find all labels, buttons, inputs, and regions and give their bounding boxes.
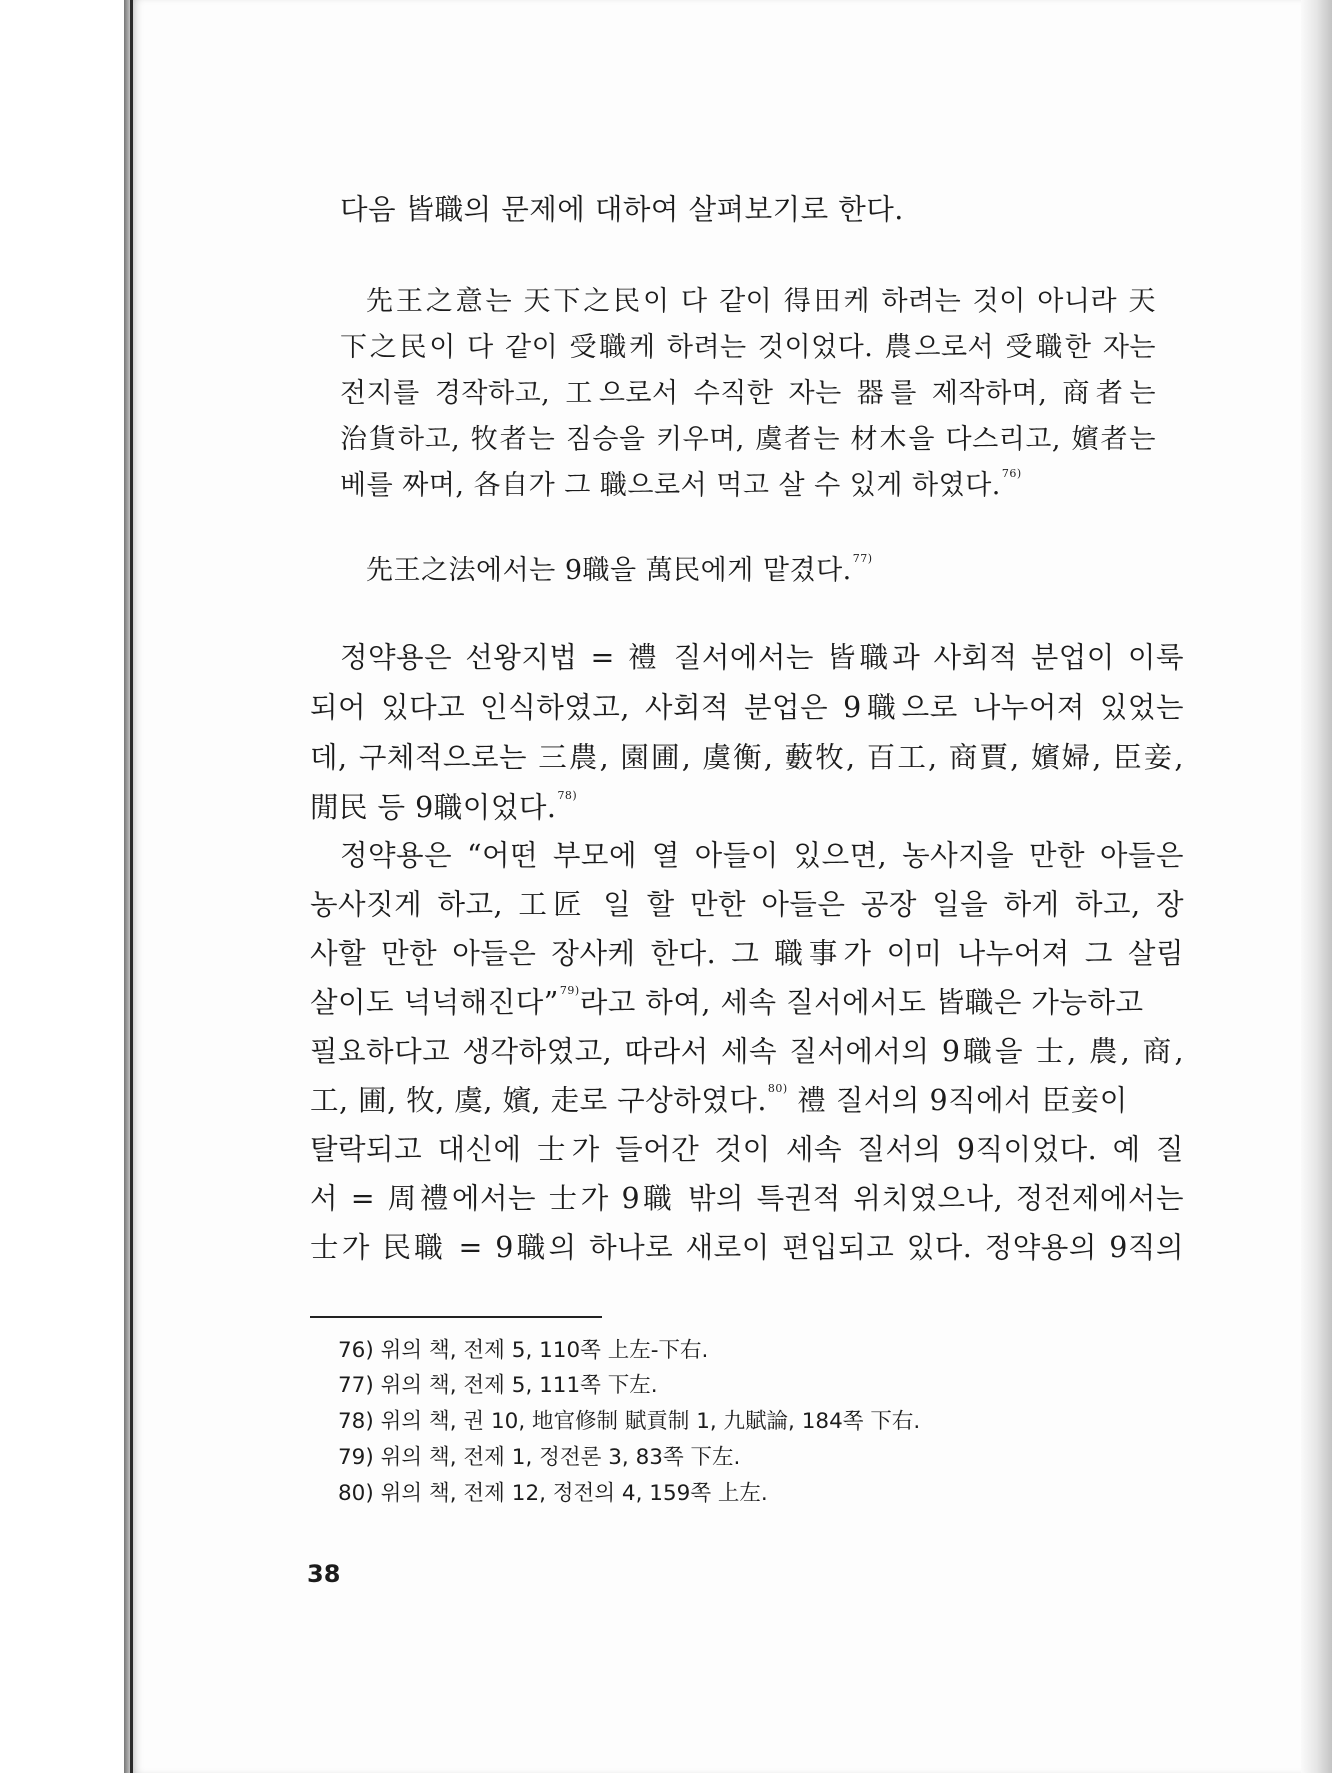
paragraph1-line: 되어 있다고 인식하였고, 사회적 분업은 9職으로 나누어져 있었는 bbox=[310, 691, 1184, 724]
footnote: 79) 위의 책, 전제 1, 정전론 3, 83쪽 下左. bbox=[338, 1445, 741, 1470]
paragraph1-line: 데, 구체적으로는 三農, 園圃, 虞衡, 藪牧, 百工, 商賈, 嬪婦, 臣妾, bbox=[310, 741, 1184, 774]
paragraph2-text: 禮 질서의 9직에서 臣妾이 bbox=[787, 1084, 1128, 1117]
footnote: 78) 위의 책, 권 10, 地官修制 賦貢制 1, 九賦論, 184쪽 下右. bbox=[338, 1409, 921, 1434]
paragraph2-line: 필요하다고 생각하였고, 따라서 세속 질서에서의 9職을 士, 農, 商, bbox=[310, 1035, 1184, 1068]
footnote: 76) 위의 책, 전제 5, 110쪽 上左-下右. bbox=[338, 1338, 709, 1363]
paragraph2-line: 탈락되고 대신에 士가 들어간 것이 세속 질서의 9직이었다. 예 질 bbox=[310, 1133, 1184, 1166]
footnote: 80) 위의 책, 전제 12, 정전의 4, 159쪽 上左. bbox=[338, 1481, 768, 1506]
quote2-line bbox=[366, 552, 873, 586]
page-number: 38 bbox=[307, 1560, 341, 1588]
paragraph2-line: 농사짓게 하고, 工匠 일 할 만한 아들은 공장 일을 하게 하고, 장 bbox=[310, 888, 1184, 921]
footnote-ref: 76) bbox=[1001, 467, 1022, 480]
footnote-separator bbox=[310, 1316, 602, 1318]
quote1-line: 下之民이 다 같이 受職케 하려는 것이었다. 農으로서 受職한 자는 bbox=[340, 332, 1156, 363]
quote1-last-text: 베를 짜며, 各自가 그 職으로서 먹고 살 수 있게 하였다. bbox=[340, 470, 1001, 501]
footnote: 77) 위의 책, 전제 5, 111쪽 下左. bbox=[338, 1373, 658, 1398]
quote1-line bbox=[340, 467, 1022, 501]
paragraph2-text: 살이도 넉넉해진다” bbox=[310, 986, 559, 1019]
paragraph2-line: 서 = 周禮에서는 士가 9職 밖의 특권적 위치였으나, 정전제에서는 bbox=[310, 1182, 1184, 1215]
paragraph1-line: 정약용은 선왕지법 = 禮 질서에서는 皆職과 사회적 분업이 이룩 bbox=[340, 641, 1184, 674]
paragraph1-line bbox=[310, 789, 578, 824]
paragraph2-line: 정약용은 “어떤 부모에 열 아들이 있으면, 농사지을 만한 아들은 bbox=[340, 839, 1184, 872]
footnote-ref: 78) bbox=[557, 789, 578, 802]
footnote-ref: 77) bbox=[852, 552, 873, 565]
quote1-line: 전지를 경작하고, 工으로서 수직한 자는 器를 제작하며, 商者는 bbox=[340, 378, 1156, 409]
page-sheet bbox=[130, 0, 1332, 1773]
paragraph1-last-text: 閒民 등 9職이었다. bbox=[310, 791, 557, 824]
intro-line: 다음 皆職의 문제에 대하여 살펴보기로 한다. bbox=[340, 193, 904, 226]
paragraph2-line bbox=[310, 984, 1144, 1019]
footnote-ref: 80) bbox=[767, 1082, 788, 1095]
paragraph2-text: 라고 하여, 세속 질서에서도 皆職은 가능하고 bbox=[579, 986, 1144, 1019]
paragraph2-line: 사할 만한 아들은 장사케 한다. 그 職事가 이미 나누어져 그 살림 bbox=[310, 937, 1184, 970]
paragraph2-line bbox=[310, 1082, 1128, 1117]
quote1-line: 治貨하고, 牧者는 짐승을 키우며, 虞者는 材木을 다스리고, 嬪者는 bbox=[340, 424, 1156, 455]
paragraph2-text: 工, 圃, 牧, 虞, 嬪, 走로 구상하였다. bbox=[310, 1084, 767, 1117]
page-edge bbox=[1301, 0, 1332, 1773]
quote1-line: 先王之意는 天下之民이 다 같이 得田케 하려는 것이 아니라 天 bbox=[366, 286, 1156, 317]
footnote-ref: 79) bbox=[559, 984, 580, 997]
paragraph2-line: 士가 民職 = 9職의 하나로 새로이 편입되고 있다. 정약용의 9직의 bbox=[310, 1231, 1184, 1264]
quote2-text: 先王之法에서는 9職을 萬民에게 맡겼다. bbox=[366, 555, 852, 586]
